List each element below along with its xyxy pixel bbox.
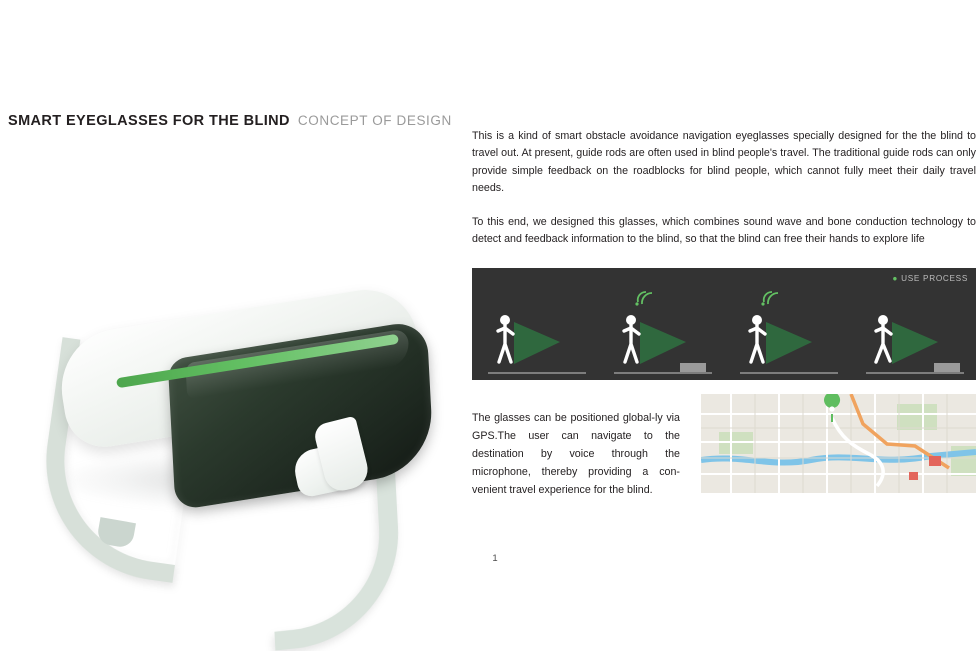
- obstacle-block: [934, 363, 960, 372]
- detection-cone-icon: [514, 322, 560, 364]
- sound-wave-icon: [760, 288, 782, 306]
- walking-person-icon: [620, 314, 642, 370]
- detection-cone-icon: [640, 322, 686, 364]
- process-step-1: [472, 290, 598, 380]
- ground-line: [740, 372, 838, 374]
- map-graphic: [701, 394, 976, 493]
- title-main: SMART EYEGLASSES FOR THE BLIND: [8, 113, 290, 129]
- page-number: 1: [492, 553, 498, 564]
- intro-paragraph: This is a kind of smart obstacle avoidance navigation eyeglasses specially designed for the the blind to travel out. At present, guide rods are often used in blind people's travel. The traditional guide rods can only provide simple feedback on the roadblocks for blind people, which cannot fully meet their daily travel needs.: [472, 129, 976, 195]
- page-title: [8, 112, 452, 130]
- ground-line: [866, 372, 964, 374]
- map-image: [701, 394, 976, 493]
- ground-line: [488, 372, 586, 374]
- sound-wave-icon: [634, 288, 656, 306]
- solution-paragraph: To this end, we designed this glasses, which combines sound wave and bone conduction technology to detect and feedback information to the blind, so that the blind can free their hands to explore life: [472, 215, 976, 246]
- ground-line: [614, 372, 712, 374]
- use-process-label: [892, 274, 968, 283]
- process-step-4: [850, 290, 976, 380]
- bullet-icon: ●: [892, 274, 899, 283]
- left-column: [0, 0, 460, 606]
- walking-person-icon: [494, 314, 516, 370]
- obstacle-block: [680, 363, 706, 372]
- use-process-label-text: USE PROCESS: [901, 274, 968, 283]
- walking-person-icon: [746, 314, 768, 370]
- product-illustration: [20, 150, 450, 520]
- use-process-panel: [472, 268, 976, 380]
- right-column: [472, 0, 976, 606]
- walking-person-icon: [872, 314, 894, 370]
- detection-cone-icon: [766, 322, 812, 364]
- detection-cone-icon: [892, 322, 938, 364]
- gps-paragraph: The glasses can be positioned global-ly via GPS.The user can navigate to the destination by voice through the microphone, thereby providing a con-venient travel experience for the blind.: [472, 411, 680, 496]
- process-step-2: [598, 290, 724, 380]
- process-step-3: [724, 290, 850, 380]
- use-process-steps: [472, 290, 976, 380]
- title-sub: CONCEPT OF DESIGN: [297, 113, 452, 128]
